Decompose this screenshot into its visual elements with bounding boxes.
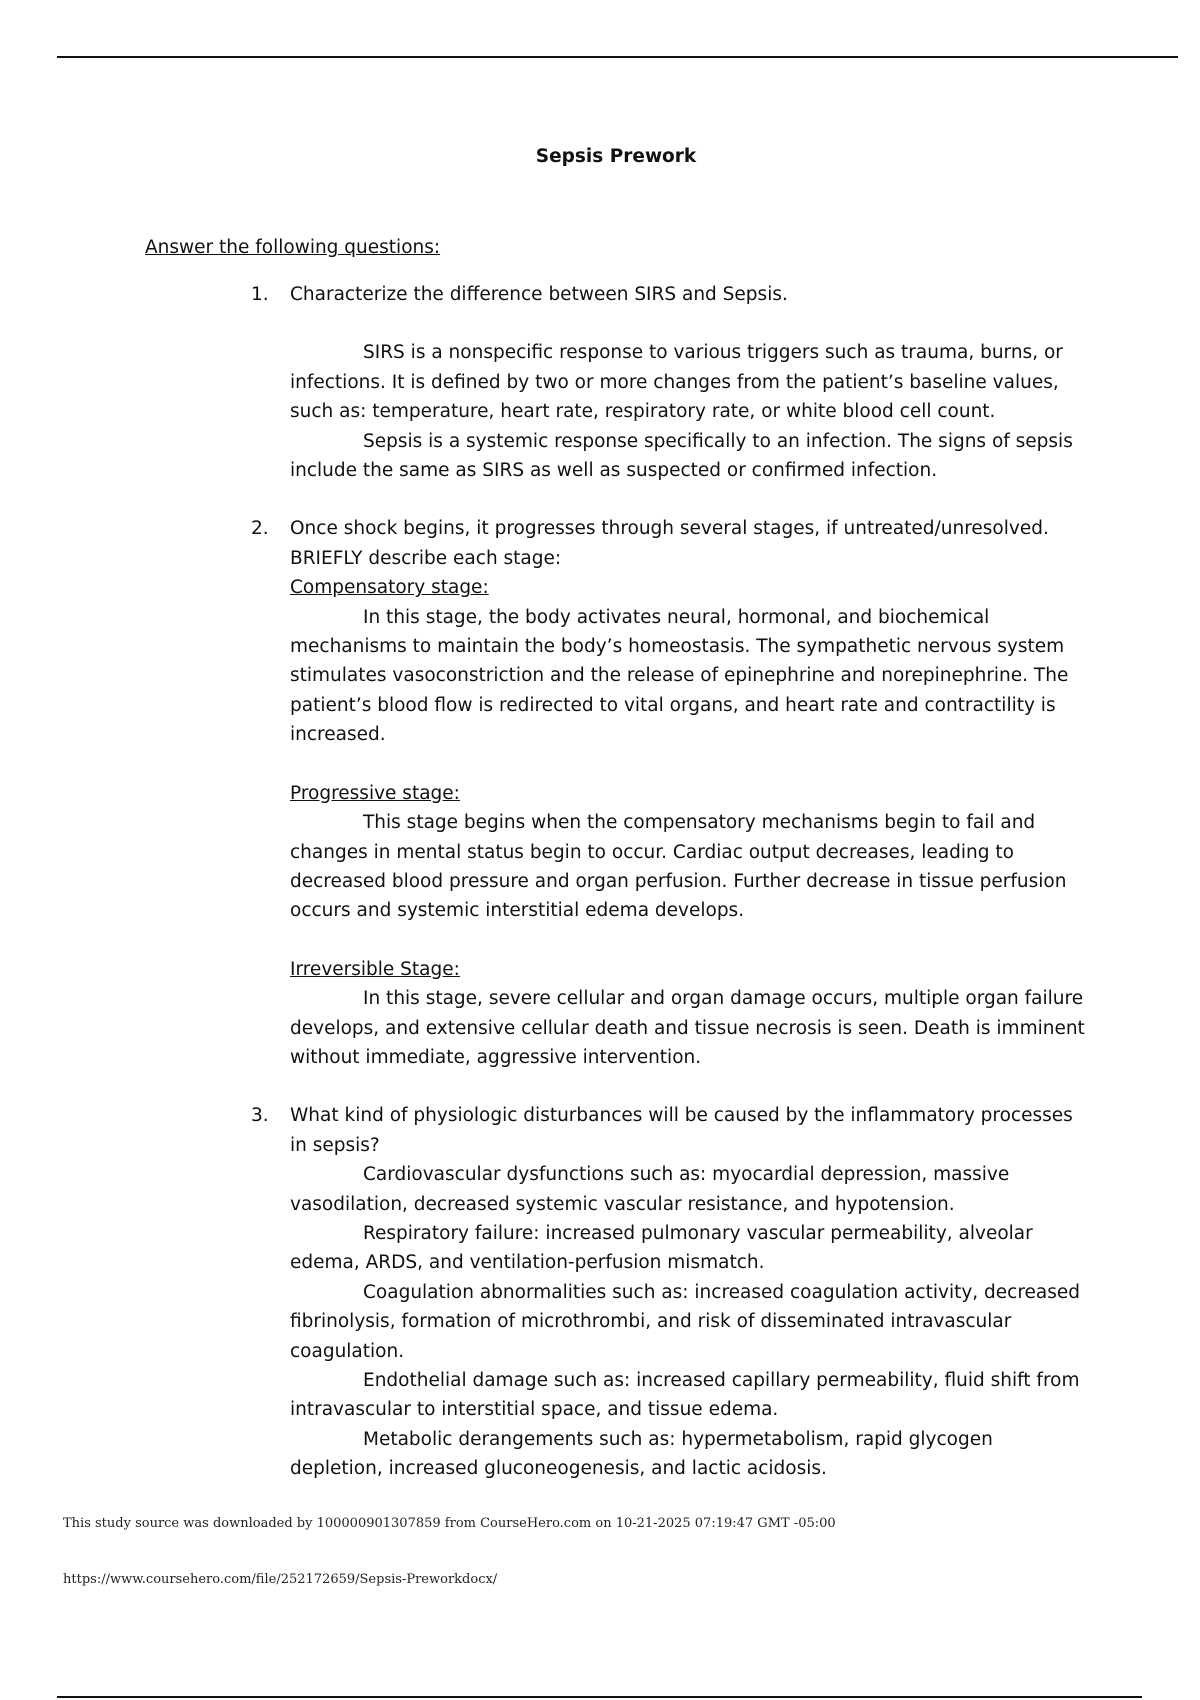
answer-paragraph: Cardiovascular dysfunctions such as: myocardial depression, massive vasodilation, decreased systemic vascular resistance, and hypotension. [290, 1164, 1010, 1215]
stage-heading: Progressive stage: [290, 782, 460, 804]
question-list [251, 280, 1091, 1513]
question-text: Characterize the difference between SIRS and Sepsis. [290, 284, 788, 305]
question-1 [251, 280, 1091, 485]
question-number: 2. [251, 518, 269, 540]
stage-heading: Irreversible Stage: [290, 958, 460, 980]
question-number: 3. [251, 1105, 269, 1127]
stage-description: In this stage, severe cellular and organ damage occurs, multiple organ failure develops, and extensive cellular death and tissue necrosis is seen. Death is imminent without immediate, aggressive intervention. [290, 988, 1085, 1068]
answer-paragraph: Respiratory failure: increased pulmonary vascular permeability, alveolar edema, ARDS, and ventilation-perfusion mismatch. [290, 1222, 1033, 1274]
document-title: Sepsis Prework [535, 146, 697, 167]
answer-paragraph: SIRS is a nonspecific response to various triggers such as trauma, burns, or infections. It is defined by two or more changes from the patient’s baseline values, such as: temperature, heart rate, respiratory rate, or white blood cell count. [290, 342, 1063, 423]
instructions-heading: Answer the following questions: [145, 237, 441, 258]
bottom-rule [57, 1696, 1142, 1698]
answer-paragraph: Sepsis is a systemic response specifically to an infection. The signs of sepsis include the same as SIRS as well as suspected or confirmed infection. [290, 430, 1073, 482]
question-text: What kind of physiologic disturbances will be caused by the inflammatory processes in sepsis? [290, 1105, 1073, 1156]
question-text: Once shock begins, it progresses through several stages, if untreated/unresolved. BRIEFLY describe each stage: [290, 518, 1049, 569]
download-notice: This study source was downloaded by 100000901307859 from CourseHero.com on 10-21-2025 07:19:47 GMT -05:00 [63, 1516, 836, 1531]
top-rule [57, 56, 1178, 58]
question-3 [251, 1101, 1091, 1483]
answer-paragraph: Coagulation abnormalities such as: increased coagulation activity, decreased fibrinolysis, formation of microthrombi, and risk of disseminated intravascular coagulation. [290, 1281, 1081, 1362]
question-number: 1. [251, 284, 269, 305]
answer-paragraph: Metabolic derangements such as: hypermetabolism, rapid glycogen depletion, increased gluconeogenesis, and lactic acidosis. [290, 1428, 993, 1480]
question-2 [251, 514, 1091, 1072]
stage-description: In this stage, the body activates neural, hormonal, and biochemical mechanisms to maintain the body’s homeostasis. The sympathetic nervous system stimulates vasoconstriction and the release of epinephrine and norepinephrine. The patient’s blood flow is redirected to vital organs, and heart rate and contractility is increased. [290, 606, 1069, 746]
stage-heading: Compensatory stage: [290, 577, 489, 599]
answer-paragraph: Endothelial damage such as: increased capillary permeability, fluid shift from intravascular to interstitial space, and tissue edema. [290, 1370, 1080, 1421]
stage-description: This stage begins when the compensatory mechanisms begin to fail and changes in mental status begin to occur. Cardiac output decreases, leading to decreased blood pressure and organ perfusion. Further decrease in tissue perfusion occurs and systemic interstitial edema develops. [290, 812, 1067, 922]
source-url[interactable]: https://www.coursehero.com/file/252172659/Sepsis-Preworkdocx/ [63, 1572, 498, 1587]
